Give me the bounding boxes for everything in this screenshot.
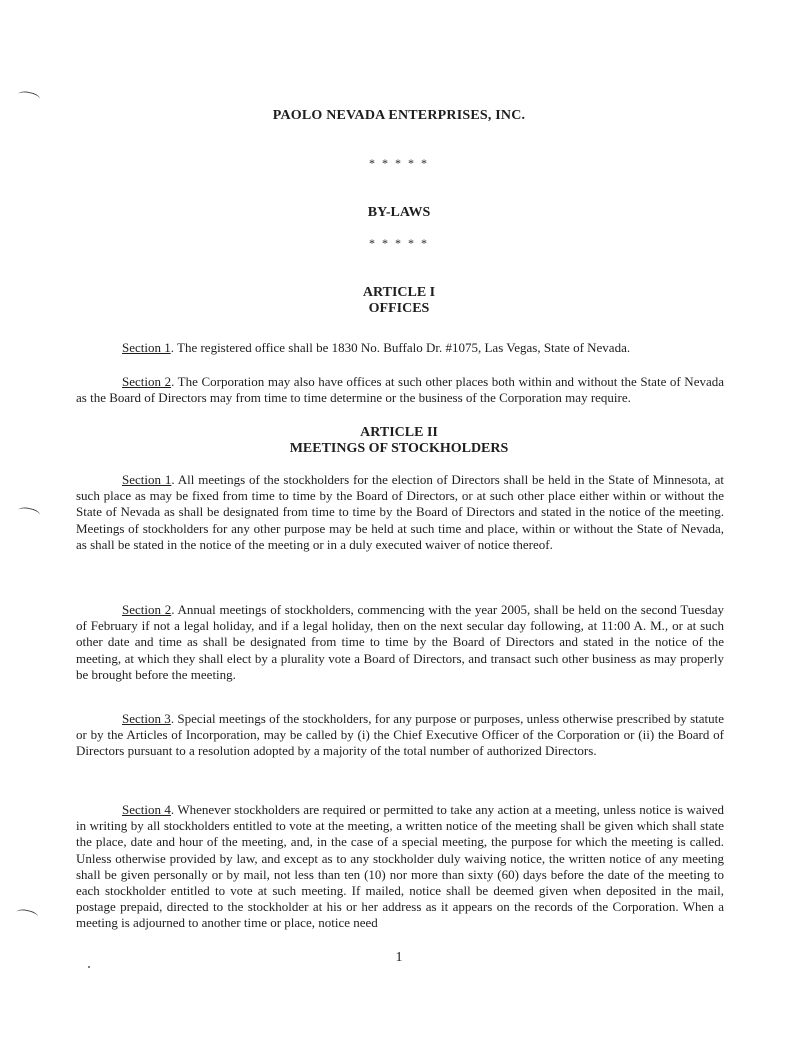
section-paragraph xyxy=(76,602,724,683)
article-heading xyxy=(0,285,798,317)
punch-mark xyxy=(15,908,38,921)
section-label: Section 1 xyxy=(122,340,171,355)
punch-mark xyxy=(17,506,40,519)
section-paragraph xyxy=(76,472,724,553)
section-text: . Whenever stockholders are required or permitted to take any action at a meeting, unless notice is waived in writing by all stockholders entitled to vote at the meeting, a written notice of the meeting shall be given which shall state the place, date and hour of the meeting, and, in the case of a special meeting, the purpose for which the meeting is called. Unless otherwise provided by law, and except as to any stockholder duly waiving notice, the written notice of any meeting shall be given personally or by mail, not less than ten (10) nor more than sixty (60) days before the date of the meeting to each stockholder entitled to vote at such meeting. If mailed, notice shall be deemed given when deposited in the mail, postage prepaid, directed to the stockholder at his or her address as it appears on the records of the Corporation. When a meeting is adjourned to another time or place, notice need xyxy=(76,802,724,931)
section-paragraph xyxy=(76,340,724,356)
section-text: . Special meetings of the stockholders, for any purpose or purposes, unless otherwise prescribed by statute or by the Articles of Incorporation, may be called by (i) the Chief Executive Officer of the Corporation or (ii) the Board of Directors pursuant to a resolution adopted by a majority of the total number of authorized Directors. xyxy=(76,711,724,759)
section-text: . Annual meetings of stockholders, commencing with the year 2005, shall be held on the second Tuesday of February if not a legal holiday, and if a legal holiday, then on the next secular day following, at 11:00 A. M., or at such other date and time as shall be designated from time to time by the Board of Directors and stated in the notice of the meeting, at which they shall elect by a plurality vote a Board of Directors, and transact such other business as may properly be brought before the meeting. xyxy=(76,602,724,682)
article-title: MEETINGS OF STOCKHOLDERS xyxy=(289,441,509,456)
scan-dot xyxy=(88,966,90,968)
section-text: . All meetings of the stockholders for the election of Directors shall be held in the State of Minnesota, at such place as may be fixed from time to time by the Board of Directors, or at such other place either within or without the State of Nevada as shall be designated from time to time by the Board of Directors and stated in the notice of the meeting. Meetings of stockholders for any other purpose may be held at such time and place, within or without the State of Nevada, as shall be stated in the notice of the meeting or in a duly executed waiver of notice thereof. xyxy=(76,472,725,552)
section-label: Section 1 xyxy=(122,472,172,487)
section-label: Section 2 xyxy=(122,602,172,617)
document-title: BY-LAWS xyxy=(367,205,431,220)
section-paragraph xyxy=(76,711,724,760)
section-paragraph xyxy=(76,374,724,406)
section-label: Section 3 xyxy=(122,711,171,726)
section-text: . The Corporation may also have offices at such other places both within and without the State of Nevada as the Board of Directors may from time to time determine or the business of the Corporation may require. xyxy=(76,374,725,406)
page-number: 1 xyxy=(395,950,403,965)
section-label: Section 4 xyxy=(122,802,171,817)
punch-mark xyxy=(17,90,40,103)
separator: * * * * * xyxy=(369,236,429,250)
section-label: Section 2 xyxy=(122,374,172,389)
section-paragraph xyxy=(76,802,724,932)
separator: * * * * * xyxy=(369,156,429,170)
article-title: OFFICES xyxy=(368,301,430,316)
company-name: PAOLO NEVADA ENTERPRISES, INC. xyxy=(272,108,526,123)
article-number: ARTICLE II xyxy=(360,425,438,440)
section-text: . The registered office shall be 1830 No. Buffalo Dr. #1075, Las Vegas, State of Nevada. xyxy=(170,340,631,355)
article-number: ARTICLE I xyxy=(362,285,436,300)
article-heading xyxy=(0,425,798,457)
